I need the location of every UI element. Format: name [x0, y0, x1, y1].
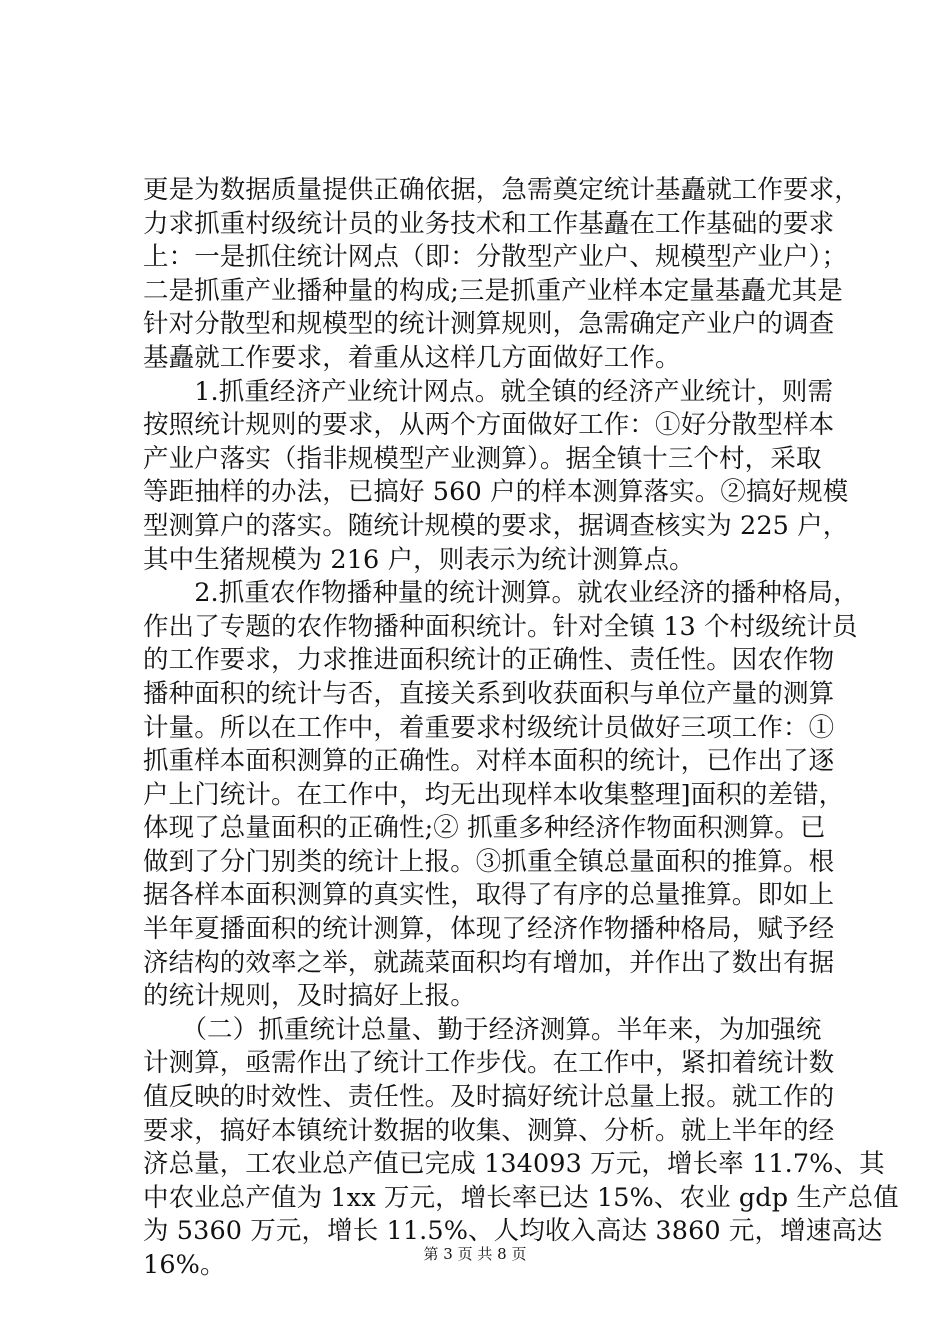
text-line: 播种面积的统计与否，直接关系到收获面积与单位产量的测算: [143, 678, 835, 709]
text-line: 的统计规则，及时搞好上报。: [143, 981, 476, 1012]
text-line: 为 5360 万元，增长 11.5%、人均收入高达 3860 元，增速高达: [143, 1216, 883, 1247]
text-line: 值反映的时效性、责任性。及时搞好统计总量上报。就工作的: [143, 1082, 835, 1113]
text-line: 的工作要求，力求推进面积统计的正确性、责任性。因农作物: [143, 645, 835, 676]
text-line: 半年夏播面积的统计测算，体现了经济作物播种格局，赋予经: [143, 914, 835, 945]
body-text: [143, 174, 899, 1283]
text-line: 做到了分门别类的统计上报。③抓重全镇总量面积的推算。根: [143, 846, 835, 877]
text-line: 1.抓重经济产业统计网点。就全镇的经济产业统计，则需: [143, 376, 834, 407]
text-line: 更是为数据质量提供正确依据，急需奠定统计基矗就工作要求，: [143, 175, 860, 205]
text-line: 抓重样本面积测算的正确性。对样本面积的统计，已作出了逐: [143, 746, 835, 777]
text-line: 计量。所以在工作中，着重要求村级统计员做好三项工作：①: [143, 712, 835, 743]
text-line: 户上门统计。在工作中，均无出现样本收集整理]面积的差错，: [143, 779, 845, 810]
text-line: 等距抽样的办法，已搞好 560 户的样本测算落实。②搞好规模: [143, 477, 849, 508]
text-line: 济总量，工农业总产值已完成 134093 万元，增长率 11.7%、其: [143, 1149, 885, 1180]
text-line: 按照统计规则的要求，从两个方面做好工作：①好分散型样本: [143, 410, 835, 441]
text-line: 要求，搞好本镇统计数据的收集、测算、分析。就上半年的经: [143, 1115, 835, 1146]
text-line: 其中生猪规模为 216 户，则表示为统计测算点。: [143, 544, 695, 575]
text-line: 据各样本面积测算的真实性，取得了有序的总量推算。即如上: [143, 880, 835, 911]
text-line: 计测算，亟需作出了统计工作步伐。在工作中，紧扣着统计数: [143, 1048, 835, 1079]
text-line: 型测算户的落实。随统计规模的要求，据调查核实为 225 户，: [143, 510, 849, 541]
text-line: 力求抓重村级统计员的业务技术和工作基矗在工作基础的要求: [143, 208, 835, 239]
page-footer: 第 3 页 共 8 页: [423, 1245, 527, 1263]
text-line: 济结构的效率之举，就蔬菜面积均有增加，并作出了数出有据: [143, 947, 835, 978]
text-line: （二）抓重统计总量、勤于经济测算。半年来，为加强统: [143, 1014, 822, 1045]
text-line: 2.抓重农作物播种量的统计测算。就农业经济的播种格局，: [143, 578, 859, 609]
text-line: 产业户落实（指非规模型产业测算）。据全镇十三个村，采取: [143, 443, 822, 474]
text-line: 作出了专题的农作物播种面积统计。针对全镇 13 个村级统计员: [143, 611, 858, 642]
text-line: 上：一是抓住统计网点（即：分散型产业户、规模型产业户）；: [143, 242, 848, 273]
text-line: 16%。: [143, 1250, 226, 1280]
text-line: 中农业总产值为 1xx 万元，增长率已达 15%、农业 gdp 生产总值: [143, 1182, 899, 1213]
text-line: 体现了总量面积的正确性;② 抓重多种经济作物面积测算。已: [143, 813, 826, 844]
text-line: 基矗就工作要求，着重从这样几方面做好工作。: [143, 342, 681, 373]
text-line: 针对分散型和规模型的统计测算规则，急需确定产业户的调查: [143, 309, 835, 340]
text-line: 二是抓重产业播种量的构成;三是抓重产业样本定量基矗尤其是: [143, 275, 843, 306]
